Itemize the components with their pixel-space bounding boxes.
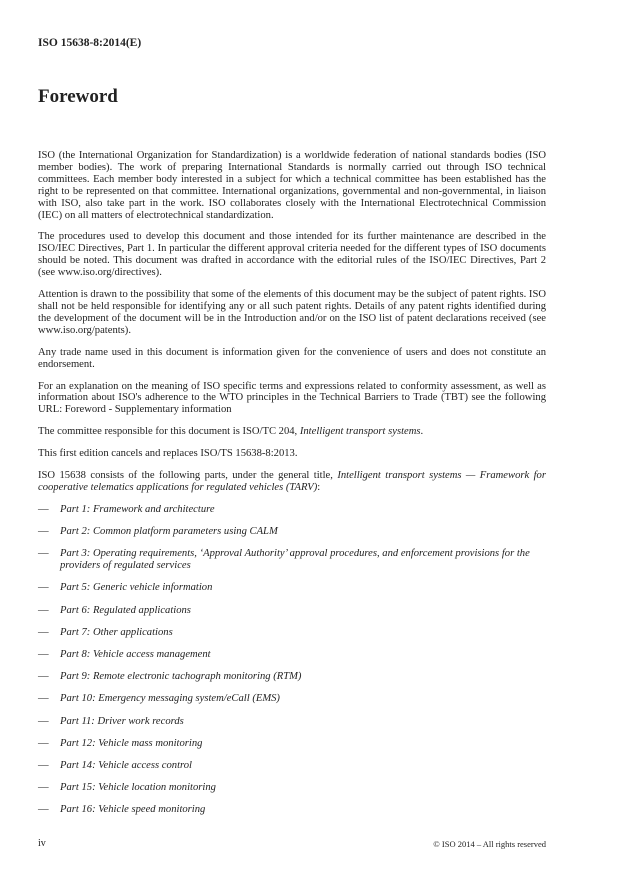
dash-bullet: — xyxy=(38,548,49,560)
document-id: ISO 15638-8:2014(E) xyxy=(38,37,142,49)
list-item xyxy=(38,782,546,794)
list-item xyxy=(38,504,546,516)
part-title: Part 5: Generic vehicle information xyxy=(60,582,213,594)
part-title: Part 11: Driver work records xyxy=(60,715,184,727)
part-title: Part 1: Framework and architecture xyxy=(60,503,215,515)
dash-bullet: — xyxy=(38,782,49,794)
foreword-body xyxy=(38,150,546,827)
list-item xyxy=(38,605,546,617)
paragraph xyxy=(38,470,546,494)
dash-bullet: — xyxy=(38,503,49,515)
dash-bullet: — xyxy=(38,737,49,749)
list-item xyxy=(38,649,546,661)
list-item xyxy=(38,760,546,772)
text: The committee responsible for this document is ISO/TC 204, xyxy=(38,426,300,438)
dash-bullet: — xyxy=(38,626,49,638)
dash-bullet: — xyxy=(38,715,49,727)
part-title: Part 10: Emergency messaging system/eCall (EMS) xyxy=(60,693,280,705)
list-item xyxy=(38,582,546,594)
paragraph xyxy=(38,426,546,438)
part-title: Part 7: Other applications xyxy=(60,626,173,638)
page-title: Foreword xyxy=(38,86,118,107)
part-title: Part 9: Remote electronic tachograph monitoring (RTM) xyxy=(60,671,302,683)
list-item xyxy=(38,526,546,538)
dash-bullet: — xyxy=(38,804,49,816)
paragraph: This first edition cancels and replaces ISO/TS 15638-8:2013. xyxy=(38,448,298,460)
page-number: iv xyxy=(38,838,46,849)
list-item xyxy=(38,804,546,816)
part-title: Part 14: Vehicle access control xyxy=(60,759,192,771)
text: : xyxy=(317,481,321,493)
dash-bullet: — xyxy=(38,693,49,705)
part-title: Part 2: Common platform parameters using CALM xyxy=(60,526,278,538)
part-title: Part 8: Vehicle access management xyxy=(60,648,211,660)
list-item xyxy=(38,716,546,728)
list-item xyxy=(38,627,546,639)
paragraph: Any trade name used in this document is information given for the convenience of users and does not constitute an endorsement. xyxy=(38,346,546,370)
dash-bullet: — xyxy=(38,759,49,771)
dash-bullet: — xyxy=(38,526,49,538)
parts-list xyxy=(38,504,546,816)
text: . xyxy=(420,426,424,438)
dash-bullet: — xyxy=(38,671,49,683)
paragraph: For an explanation on the meaning of ISO specific terms and expressions related to conformity assessment, as well as information about ISO's adherence to the WTO principles in the Technical Barriers to Trade (TBT) see the following URL: Foreword - Supplementary information xyxy=(38,380,546,416)
dash-bullet: — xyxy=(38,582,49,594)
paragraph: ISO (the International Organization for Standardization) is a worldwide federation of national standards bodies (ISO member bodies). The work of preparing International Standards is normally carried out through ISO technical committees. Each member body interested in a subject for which a technical committee has been established has the right to be represented on that committee. International organizations, governmental and non-governmental, in liaison with ISO, also take part in the work. ISO collaborates closely with the International Electrotechnical Commission (IEC) on all matters of electrotechnical standardization. xyxy=(38,150,546,221)
list-item xyxy=(38,548,546,572)
part-title: Part 12: Vehicle mass monitoring xyxy=(60,737,203,749)
text: ISO 15638 consists of the following parts, under the general title, xyxy=(38,470,338,482)
part-title: Part 16: Vehicle speed monitoring xyxy=(60,804,206,816)
list-item xyxy=(38,738,546,750)
dash-bullet: — xyxy=(38,604,49,616)
dash-bullet: — xyxy=(38,648,49,660)
list-item xyxy=(38,671,546,683)
list-item xyxy=(38,693,546,705)
paragraph: Attention is drawn to the possibility that some of the elements of this document may be the subject of patent rights. ISO shall not be held responsible for identifying any or all such patent rights. Details of any patent rights identified during the development of the document will be in the Introduction and/or on the ISO list of patent declarations received (see www.iso.org/patents). xyxy=(38,289,546,336)
paragraph: The procedures used to develop this document and those intended for its further maintenance are described in the ISO/IEC Directives, Part 1. In particular the different approval criteria needed for the different types of ISO documents should be noted. This document was drafted in accordance with the editorial rules of the ISO/IEC Directives, Part 2 (see www.iso.org/directives). xyxy=(38,231,546,279)
part-title: Part 15: Vehicle location monitoring xyxy=(60,782,216,794)
general-title: Intelligent transport systems — Framework for cooperative telematics applications for regulated vehicles (TARV) xyxy=(38,470,546,493)
part-title: Part 3: Operating requirements, ‘Approval Authority’ approval procedures, and enforcement provisions for the providers of regulated services xyxy=(60,548,530,572)
copyright: © ISO 2014 – All rights reserved xyxy=(433,839,546,849)
part-title: Part 6: Regulated applications xyxy=(60,604,191,616)
committee-title: Intelligent transport systems xyxy=(299,426,421,438)
